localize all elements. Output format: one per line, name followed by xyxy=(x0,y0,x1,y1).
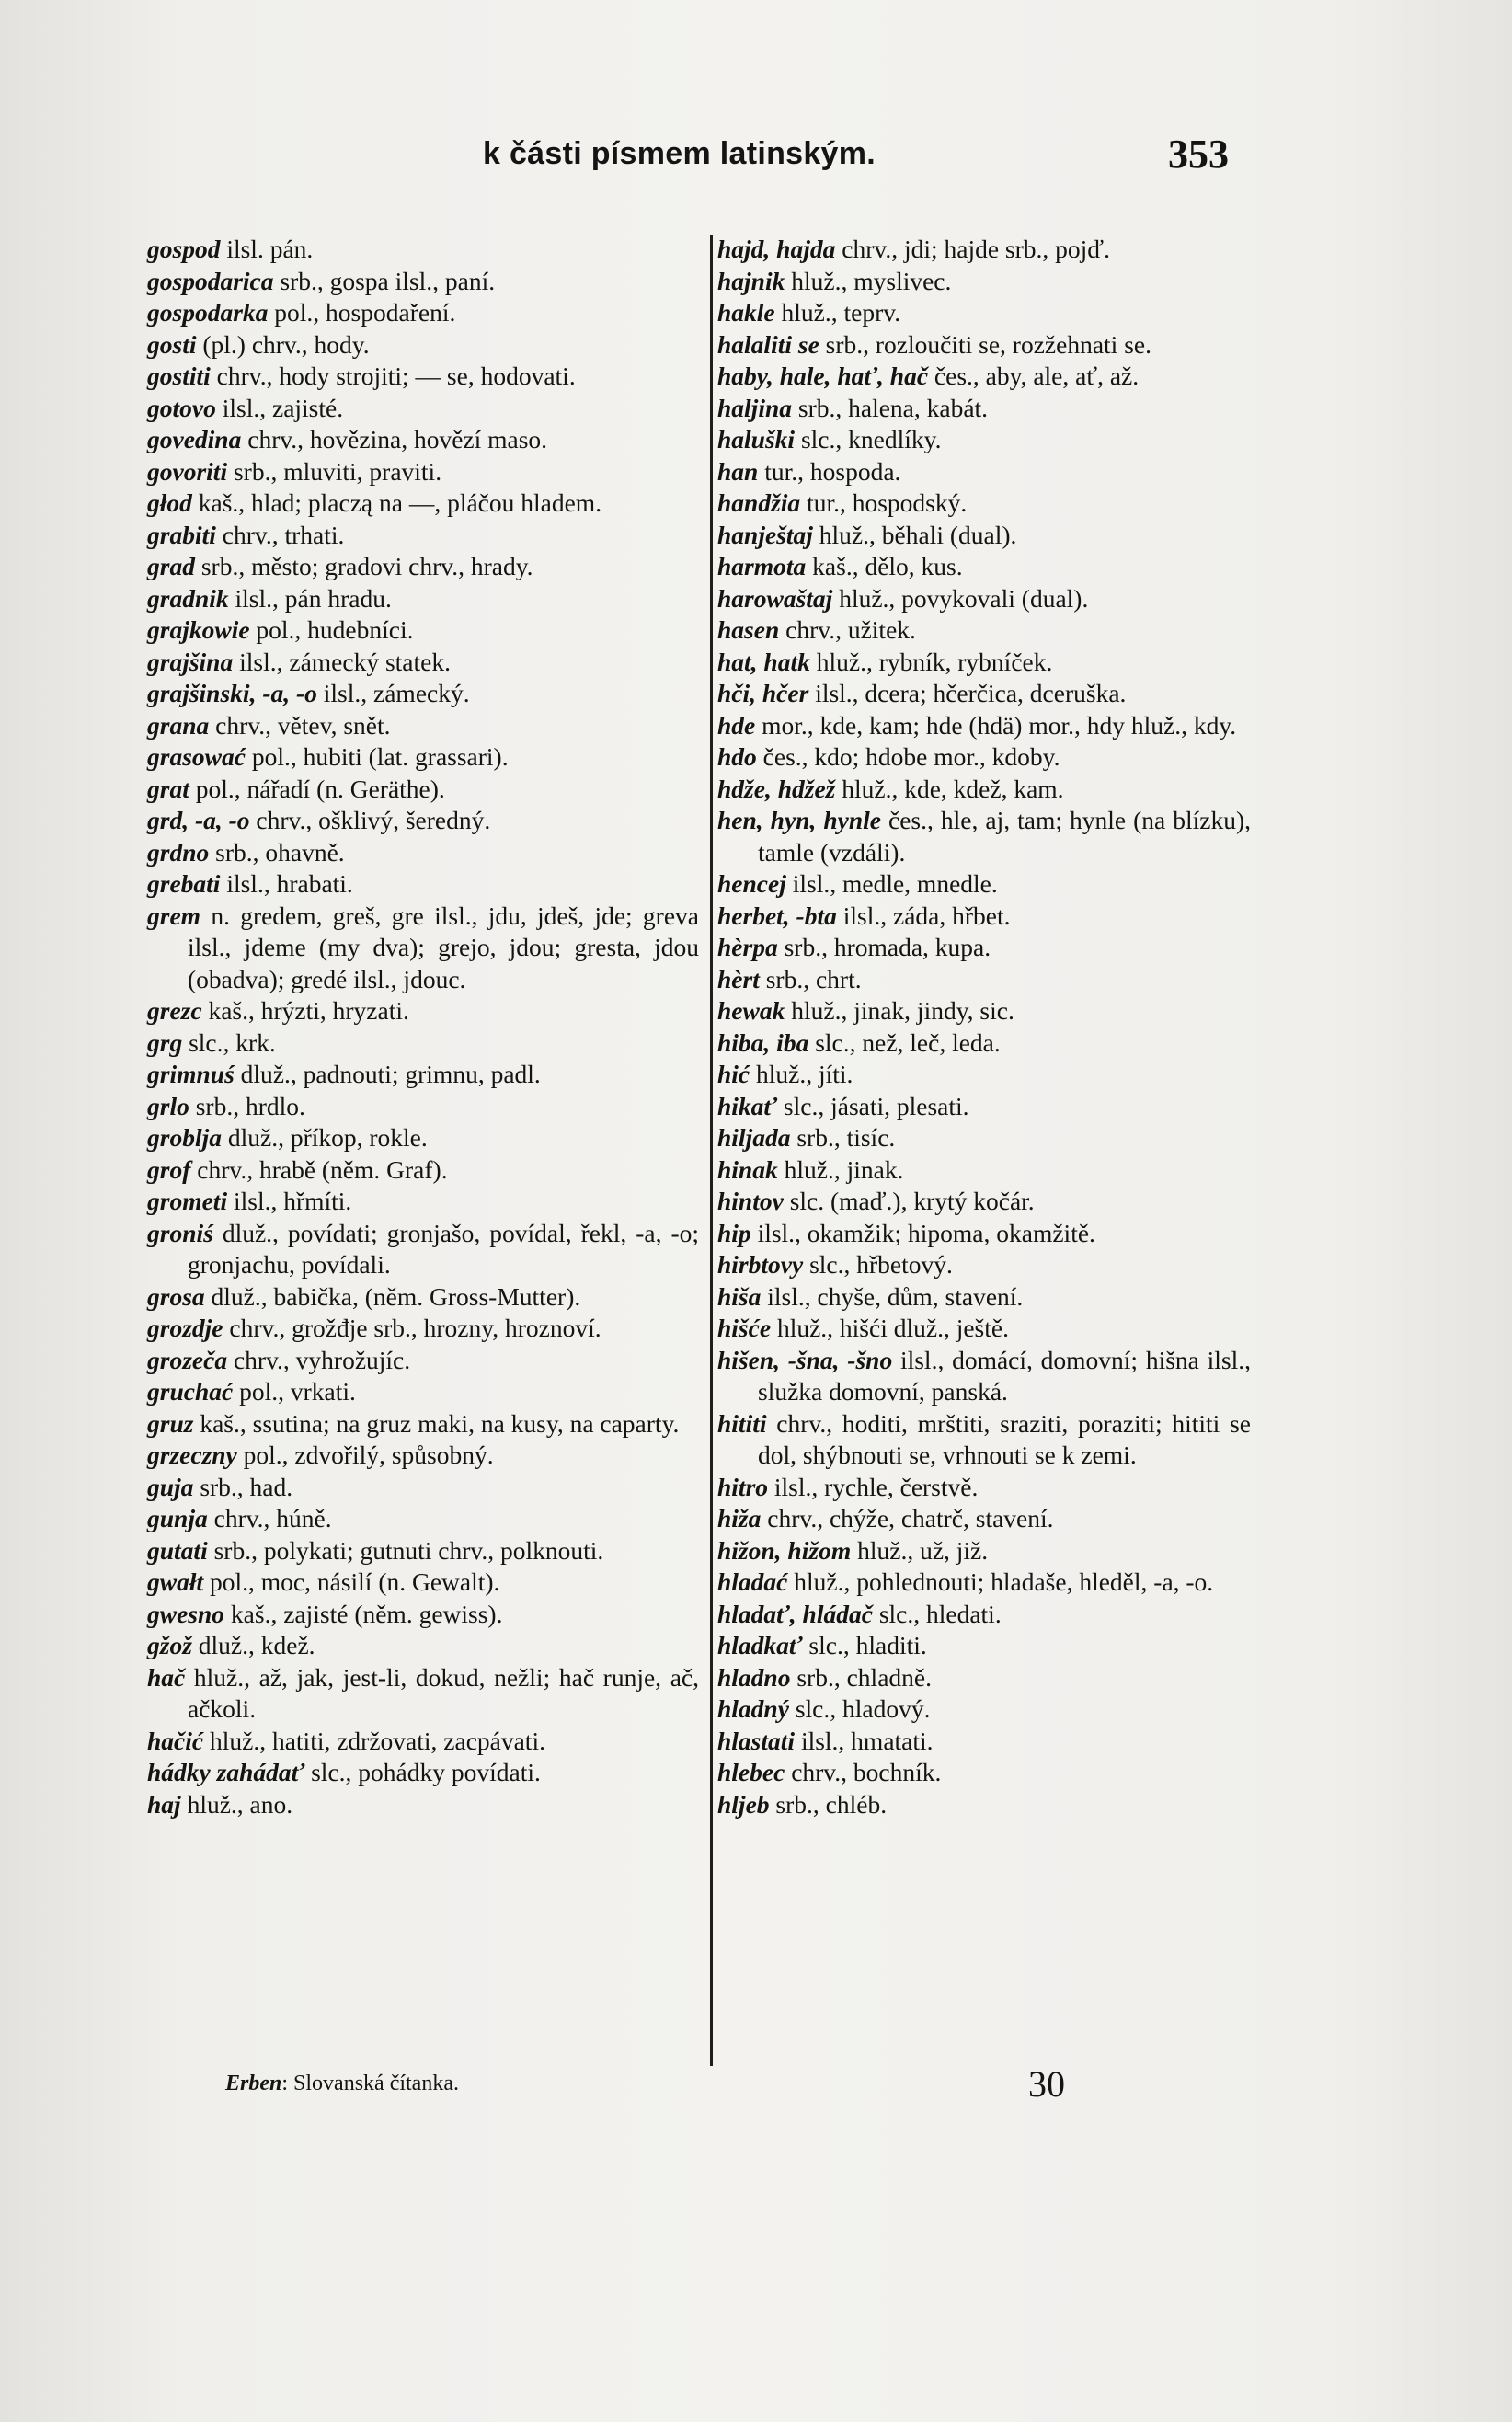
entry-headword: gostiti xyxy=(147,362,211,390)
entry-definition: ilsl., zámecký. xyxy=(316,679,470,707)
dictionary-entry xyxy=(717,488,1251,520)
entry-definition: srb., hrdlo. xyxy=(189,1091,305,1120)
entry-definition: dluž., padnouti; grimnu, padl. xyxy=(234,1060,541,1088)
dictionary-entry xyxy=(147,995,699,1027)
dictionary-entry xyxy=(147,1757,699,1789)
entry-definition: chrv., húně. xyxy=(207,1504,332,1532)
dictionary-entry xyxy=(717,647,1251,679)
signature-author: Erben xyxy=(225,2072,282,2095)
entry-headword: hasen xyxy=(717,615,780,644)
entry-headword: gotovo xyxy=(147,393,216,422)
entry-definition: n. gredem, greš, gre ilsl., jdu, jdeš, jde; greva ilsl., jdeme (my dva); grejo, jdou; gresta, jdou (obadva); gredé ilsl., jdouc. xyxy=(188,901,699,993)
dictionary-entry xyxy=(717,361,1251,393)
dictionary-entry xyxy=(717,1218,1251,1250)
entry-headword: groniś xyxy=(147,1218,213,1247)
dictionary-entry xyxy=(717,1059,1251,1091)
entry-definition: srb., gospa ilsl., paní. xyxy=(273,266,496,295)
entry-headword: halaliti se xyxy=(717,329,819,359)
entry-definition: srb., ohavně. xyxy=(209,837,345,867)
entry-headword: hiljada xyxy=(717,1123,791,1152)
entry-definition: ilsl., rychle, čerstvě. xyxy=(768,1472,979,1501)
dictionary-entry xyxy=(147,234,699,266)
dictionary-entry xyxy=(147,774,699,806)
entry-headword: hlastati xyxy=(717,1726,796,1755)
entry-headword: hladkať xyxy=(717,1631,803,1659)
entry-definition: hluž., povykovali (dual). xyxy=(832,583,1089,613)
dictionary-entry xyxy=(717,1789,1251,1821)
entry-definition: chrv., bochník. xyxy=(785,1758,942,1786)
entry-headword: hladať, hládač xyxy=(717,1599,873,1628)
dictionary-entry xyxy=(147,1789,699,1821)
dictionary-entry xyxy=(147,1027,699,1060)
dictionary-entry xyxy=(147,329,699,362)
entry-headword: harowaštaj xyxy=(717,583,833,613)
entry-headword: grlo xyxy=(147,1091,189,1120)
entry-definition: kaš., hrýzti, hryzati. xyxy=(201,996,409,1025)
dictionary-entry xyxy=(147,488,699,520)
entry-definition: hluž., ano. xyxy=(180,1789,293,1819)
entry-definition: srb., chladně. xyxy=(790,1662,932,1692)
entry-definition: srb., chléb. xyxy=(769,1789,888,1819)
entry-headword: gospodarka xyxy=(147,298,269,327)
entry-headword: hèrpa xyxy=(717,933,778,961)
entry-definition: srb., tisíc. xyxy=(790,1123,896,1152)
entry-definition: ilsl., zajisté. xyxy=(215,393,344,422)
entry-headword: grozeča xyxy=(147,1345,228,1374)
entry-headword: grebati xyxy=(147,869,221,898)
entry-headword: hititi xyxy=(717,1408,767,1438)
entry-headword: gradnik xyxy=(147,583,229,613)
entry-headword: grdno xyxy=(147,837,210,867)
entry-definition: mor., kde, kam; hde (hdä) mor., hdy hluž., kdy. xyxy=(755,710,1237,740)
dictionary-entry xyxy=(717,1154,1251,1187)
dictionary-entry xyxy=(147,456,699,488)
dictionary-entry xyxy=(147,1472,699,1504)
entry-definition: hluž., až, jak, jest-li, dokud, nežli; hač runje, ač, ačkoli. xyxy=(185,1662,699,1723)
entry-headword: hladać xyxy=(717,1567,788,1596)
entry-definition: hluž., hatiti, zdržovati, zacpávati. xyxy=(203,1726,545,1755)
entry-headword: hiba, iba xyxy=(717,1027,809,1057)
entry-definition: hluž., rybník, rybníček. xyxy=(809,647,1053,676)
entry-headword: hač xyxy=(147,1662,186,1692)
entry-headword: groblja xyxy=(147,1123,222,1152)
entry-headword: gospodarica xyxy=(147,266,274,295)
entry-headword: haluški xyxy=(717,425,796,453)
entry-definition: chrv., hoditi, mrštiti, sraziti, poraziti; hititi se dol, shýbnouti se, vrhnouti se k zemi. xyxy=(758,1408,1251,1469)
entry-headword: hižon, hižom xyxy=(717,1535,852,1565)
entry-definition: chrv., jdi; hajde srb., pojď. xyxy=(835,235,1110,263)
entry-definition: chrv., grožđje srb., hrozny, hroznoví. xyxy=(223,1314,601,1342)
entry-headword: gosti xyxy=(147,329,197,359)
dictionary-entry xyxy=(717,678,1251,710)
dictionary-entry xyxy=(147,1726,699,1758)
dictionary-entry xyxy=(147,741,699,774)
entry-headword: hačić xyxy=(147,1726,204,1755)
entry-definition: chrv., hovězina, hovězí maso. xyxy=(241,425,548,453)
entry-definition: ilsl., pán hradu. xyxy=(228,583,392,613)
dictionary-entry xyxy=(717,1567,1251,1599)
right-column xyxy=(717,234,1251,1820)
dictionary-entry xyxy=(147,1059,699,1091)
dictionary-entry xyxy=(717,805,1251,868)
dictionary-entry xyxy=(147,1440,699,1472)
entry-headword: gruz xyxy=(147,1408,194,1438)
entry-headword: hajd, hajda xyxy=(717,235,836,263)
entry-headword: grosa xyxy=(147,1281,205,1311)
entry-headword: grasować xyxy=(147,742,246,771)
entry-definition: hluž., běhali (dual). xyxy=(812,520,1017,549)
entry-headword: grana xyxy=(147,710,210,740)
entry-definition: slc., hledati. xyxy=(872,1599,1002,1628)
entry-definition: tur., hospoda. xyxy=(758,456,901,486)
entry-definition: slc., hladový. xyxy=(788,1694,931,1723)
dictionary-entry xyxy=(717,393,1251,425)
entry-headword: haljina xyxy=(717,393,793,422)
dictionary-entry xyxy=(147,710,699,742)
entry-definition: chrv., vyhrožujíc. xyxy=(227,1345,411,1374)
entry-definition: dluž., kdež. xyxy=(191,1631,315,1659)
entry-headword: gwesno xyxy=(147,1599,225,1628)
entry-definition: čes., aby, ale, ať, až. xyxy=(928,362,1140,390)
dictionary-entry xyxy=(717,297,1251,329)
dictionary-entry xyxy=(717,932,1251,964)
entry-definition: pol., hospodaření. xyxy=(268,298,456,327)
entry-definition: slc., jásati, plesati. xyxy=(777,1091,969,1120)
dictionary-entry xyxy=(717,901,1251,933)
entry-definition: ilsl., dcera; hčerčica, dceruška. xyxy=(808,679,1127,707)
entry-headword: grof xyxy=(147,1154,191,1184)
entry-definition: pol., nářadí (n. Geräthe). xyxy=(189,774,445,803)
entry-definition: chrv., chýže, chatrč, stavení. xyxy=(761,1504,1054,1532)
entry-definition: chrv., hody strojiti; — se, hodovati. xyxy=(210,362,576,390)
dictionary-entry xyxy=(147,551,699,583)
dictionary-entry xyxy=(147,1630,699,1662)
entry-definition: slc. (maď.), krytý kočár. xyxy=(783,1187,1035,1215)
dictionary-entry xyxy=(147,1662,699,1726)
dictionary-entry xyxy=(147,1599,699,1631)
entry-headword: herbet, -bta xyxy=(717,901,837,930)
dictionary-entry xyxy=(147,583,699,615)
dictionary-entry xyxy=(717,614,1251,647)
dictionary-entry xyxy=(717,1091,1251,1123)
entry-definition: hluž., jinak. xyxy=(777,1154,904,1184)
entry-definition: pol., moc, násilí (n. Gewalt). xyxy=(203,1567,500,1596)
dictionary-entry xyxy=(717,1662,1251,1694)
dictionary-entry xyxy=(717,424,1251,456)
entry-definition: slc., pohádky povídati. xyxy=(304,1758,541,1786)
dictionary-entry xyxy=(147,837,699,869)
entry-definition: ilsl., hmatati. xyxy=(795,1726,934,1755)
dictionary-entry xyxy=(717,1345,1251,1408)
entry-headword: grat xyxy=(147,774,189,803)
dictionary-entry xyxy=(717,1757,1251,1789)
column-divider xyxy=(710,235,713,2066)
dictionary-entry xyxy=(147,614,699,647)
entry-headword: hèrt xyxy=(717,964,760,993)
dictionary-entry xyxy=(147,678,699,710)
entry-definition: srb., město; gradovi chrv., hrady. xyxy=(194,552,533,580)
entry-headword: hladný xyxy=(717,1694,789,1723)
dictionary-entry xyxy=(147,1345,699,1377)
entry-definition: ilsl. pán. xyxy=(220,235,314,263)
entry-headword: gžož xyxy=(147,1631,192,1659)
entry-definition: hluž., už, již. xyxy=(851,1535,989,1565)
dictionary-entry xyxy=(717,995,1251,1027)
entry-headword: hdo xyxy=(717,742,757,771)
entry-headword: haj xyxy=(147,1789,181,1819)
dictionary-entry xyxy=(147,1567,699,1599)
dictionary-entry xyxy=(717,1186,1251,1218)
entry-headword: grometi xyxy=(147,1187,228,1215)
dictionary-entry xyxy=(717,1027,1251,1060)
dictionary-entry xyxy=(147,1154,699,1187)
entry-definition: ilsl., hrabati. xyxy=(220,869,353,898)
entry-headword: grg xyxy=(147,1027,183,1057)
entry-definition: ilsl., okamžik; hipoma, okamžitě. xyxy=(750,1218,1095,1247)
entry-definition: ilsl., záda, hřbet. xyxy=(836,901,1011,930)
entry-headword: govoriti xyxy=(147,456,228,486)
dictionary-entry xyxy=(147,1313,699,1345)
entry-definition: srb., hromada, kupa. xyxy=(777,933,991,961)
entry-definition: tur., hospodský. xyxy=(800,488,968,517)
dictionary-entry xyxy=(717,1503,1251,1535)
entry-definition: pol., vrkati. xyxy=(233,1377,356,1406)
entry-definition: hluž., jíti. xyxy=(750,1060,853,1088)
page-header xyxy=(0,132,1512,191)
entry-definition: slc., než, leč, leda. xyxy=(808,1027,1001,1057)
entry-headword: hitro xyxy=(717,1472,769,1501)
dictionary-entry xyxy=(717,1535,1251,1567)
dictionary-entry xyxy=(717,551,1251,583)
entry-definition: ilsl., medle, mnedle. xyxy=(785,869,998,898)
signature-work: : Slovanská čítanka. xyxy=(281,2072,459,2095)
dictionary-entry xyxy=(147,805,699,837)
entry-definition: pol., hubiti (lat. grassari). xyxy=(245,742,509,771)
entry-definition: čes., hle, aj, tam; hynle (na blízku), tamle (vzdáli). xyxy=(758,806,1251,867)
dictionary-entry xyxy=(147,1281,699,1314)
entry-definition: srb., rozloučiti se, rozžehnati se. xyxy=(819,329,1151,359)
dictionary-entry xyxy=(717,234,1251,266)
entry-definition: ilsl., chyše, dům, stavení. xyxy=(761,1281,1024,1311)
entry-definition: ilsl., zámecký statek. xyxy=(233,647,451,676)
dictionary-entry xyxy=(717,1408,1251,1472)
entry-headword: hlebec xyxy=(717,1758,785,1786)
dictionary-entry xyxy=(717,1726,1251,1758)
dictionary-entry xyxy=(717,456,1251,488)
dictionary-entry xyxy=(147,647,699,679)
dictionary-entry xyxy=(717,583,1251,615)
entry-definition: hluž., teprv. xyxy=(774,298,901,327)
entry-headword: gruchać xyxy=(147,1377,234,1406)
entry-definition: kaš., dělo, kus. xyxy=(806,552,963,580)
dictionary-entry xyxy=(717,520,1251,552)
entry-headword: hišće xyxy=(717,1314,772,1342)
entry-definition: dluž., příkop, rokle. xyxy=(221,1123,428,1152)
entry-headword: hintov xyxy=(717,1187,784,1215)
entry-headword: hip xyxy=(717,1218,751,1247)
dictionary-entry xyxy=(717,329,1251,362)
entry-headword: grzeczny xyxy=(147,1441,237,1469)
entry-definition: hluž., kde, kdež, kam. xyxy=(835,774,1064,803)
dictionary-entry xyxy=(147,520,699,552)
dictionary-entry xyxy=(147,424,699,456)
entry-definition: hluž., myslivec. xyxy=(785,266,952,295)
dictionary-entry xyxy=(147,1535,699,1567)
entry-headword: hdže, hdžež xyxy=(717,774,836,803)
entry-headword: hde xyxy=(717,710,756,740)
dictionary-entry xyxy=(147,1376,699,1408)
entry-headword: grimnuś xyxy=(147,1060,235,1088)
entry-definition: (pl.) chrv., hody. xyxy=(196,329,370,359)
entry-headword: hanještaj xyxy=(717,520,813,549)
entry-headword: hakle xyxy=(717,298,775,327)
entry-headword: głod xyxy=(147,488,192,517)
entry-headword: hajnik xyxy=(717,266,785,295)
dictionary-entry xyxy=(147,1186,699,1218)
dictionary-entry xyxy=(717,1313,1251,1345)
entry-definition: čes., kdo; hdobe mor., kdoby. xyxy=(756,742,1060,771)
entry-headword: haby, hale, hať, hač xyxy=(717,362,929,390)
dictionary-entry xyxy=(147,1408,699,1441)
entry-headword: grajšinski, -a, -o xyxy=(147,679,317,707)
dictionary-entry xyxy=(717,1281,1251,1314)
entry-definition: srb., chrt. xyxy=(759,964,862,993)
entry-definition: slc., knedlíky. xyxy=(795,425,942,453)
entry-headword: guja xyxy=(147,1472,194,1501)
dictionary-entry xyxy=(147,361,699,393)
entry-definition: chrv., větev, snět. xyxy=(209,710,391,740)
entry-definition: hluž., hišći dluž., ještě. xyxy=(771,1314,1009,1342)
entry-headword: gunja xyxy=(147,1504,208,1532)
dictionary-entry xyxy=(147,901,699,996)
entry-headword: hat, hatk xyxy=(717,647,810,676)
left-column xyxy=(147,234,699,1820)
entry-definition: hluž., jinak, jindy, sic. xyxy=(785,996,1014,1025)
sheet-number: 30 xyxy=(1028,2063,1065,2105)
entry-headword: hladno xyxy=(717,1662,791,1692)
entry-headword: hljeb xyxy=(717,1789,770,1819)
entry-definition: srb., polykati; gutnuti chrv., polknouti. xyxy=(207,1535,604,1565)
dictionary-entry xyxy=(147,297,699,329)
entry-headword: hči, hčer xyxy=(717,679,809,707)
dictionary-entry xyxy=(147,1503,699,1535)
entry-headword: gutati xyxy=(147,1535,208,1565)
dictionary-entry xyxy=(147,868,699,901)
entry-definition: chrv., ošklivý, šeredný. xyxy=(249,806,491,834)
dictionary-entry xyxy=(717,1599,1251,1631)
dictionary-entry xyxy=(717,774,1251,806)
dictionary-entry xyxy=(717,266,1251,298)
entry-headword: grd, -a, -o xyxy=(147,806,250,834)
entry-definition: dluž., povídati; gronjašo, povídal, řekl, -a, -o; gronjachu, povídali. xyxy=(188,1218,699,1279)
dictionary-entry xyxy=(147,1122,699,1154)
page-number: 353 xyxy=(1168,132,1229,177)
entry-headword: hádky zahádať xyxy=(147,1758,305,1786)
entry-headword: hić xyxy=(717,1060,750,1088)
entry-headword: gospod xyxy=(147,235,221,263)
entry-definition: chrv., hrabě (něm. Graf). xyxy=(190,1154,448,1184)
entry-definition: slc., hladiti. xyxy=(802,1631,927,1659)
entry-headword: hikať xyxy=(717,1091,778,1120)
running-title: k části písmem latinským. xyxy=(483,136,876,171)
entry-headword: hirbtovy xyxy=(717,1250,804,1279)
entry-definition: ilsl., hřmíti. xyxy=(227,1187,352,1215)
entry-headword: grezc xyxy=(147,996,202,1025)
entry-headword: grad xyxy=(147,552,195,580)
entry-definition: srb., mluviti, praviti. xyxy=(227,456,442,486)
entry-definition: srb., halena, kabát. xyxy=(792,393,989,422)
entry-definition: chrv., trhati. xyxy=(215,520,345,549)
entry-headword: grajšina xyxy=(147,647,234,676)
entry-headword: hen, hyn, hynle xyxy=(717,806,881,834)
entry-definition: slc., hřbetový. xyxy=(803,1250,953,1279)
entry-headword: hewak xyxy=(717,996,785,1025)
entry-headword: hišen, -šna, -šno xyxy=(717,1345,893,1374)
dictionary-entry xyxy=(717,964,1251,996)
entry-definition: srb., had. xyxy=(193,1472,293,1501)
entry-headword: hiša xyxy=(717,1281,762,1311)
entry-headword: hiža xyxy=(717,1504,762,1532)
entry-definition: kaš., zajisté (něm. gewiss). xyxy=(224,1599,503,1628)
entry-headword: grabiti xyxy=(147,520,216,549)
entry-headword: handžia xyxy=(717,488,801,517)
dictionary-entry xyxy=(717,1249,1251,1281)
entry-headword: gwałt xyxy=(147,1567,204,1596)
entry-definition: pol., hudebníci. xyxy=(249,615,414,644)
entry-headword: harmota xyxy=(717,552,807,580)
dictionary-entry xyxy=(147,1091,699,1123)
entry-definition: hluž., pohlednouti; hladaše, hleděl, -a, -o. xyxy=(787,1567,1214,1596)
entry-headword: hencej xyxy=(717,869,786,898)
entry-headword: grajkowie xyxy=(147,615,250,644)
page-footer xyxy=(0,2063,1512,2118)
dictionary-entry xyxy=(717,1693,1251,1726)
entry-definition: chrv., užitek. xyxy=(779,615,916,644)
signature-line xyxy=(225,2072,459,2096)
dictionary-entry xyxy=(717,1472,1251,1504)
dictionary-entry xyxy=(717,710,1251,742)
entry-headword: hinak xyxy=(717,1154,778,1184)
entry-headword: han xyxy=(717,456,759,486)
dictionary-entry xyxy=(147,266,699,298)
dictionary-entry xyxy=(717,868,1251,901)
entry-definition: pol., zdvořilý, spůsobný. xyxy=(236,1441,494,1469)
entry-headword: grozdje xyxy=(147,1314,223,1342)
dictionary-entry xyxy=(717,741,1251,774)
entry-definition: dluž., babička, (něm. Gross-Mutter). xyxy=(204,1281,581,1311)
dictionary-entry xyxy=(717,1630,1251,1662)
entry-definition: kaš., ssutina; na gruz maki, na kusy, na caparty. xyxy=(193,1408,680,1438)
dictionary-entry xyxy=(717,1122,1251,1154)
dictionary-entry xyxy=(147,1218,699,1281)
entry-headword: govedina xyxy=(147,425,242,453)
dictionary-entry xyxy=(147,393,699,425)
entry-definition: slc., krk. xyxy=(182,1027,276,1057)
entry-headword: grem xyxy=(147,901,201,930)
entry-definition: kaš., hlad; placzą na —, pláčou hladem. xyxy=(191,488,602,517)
entry-definition: ilsl., domácí, domovní; hišna ilsl., služka domovní, panská. xyxy=(758,1345,1251,1406)
